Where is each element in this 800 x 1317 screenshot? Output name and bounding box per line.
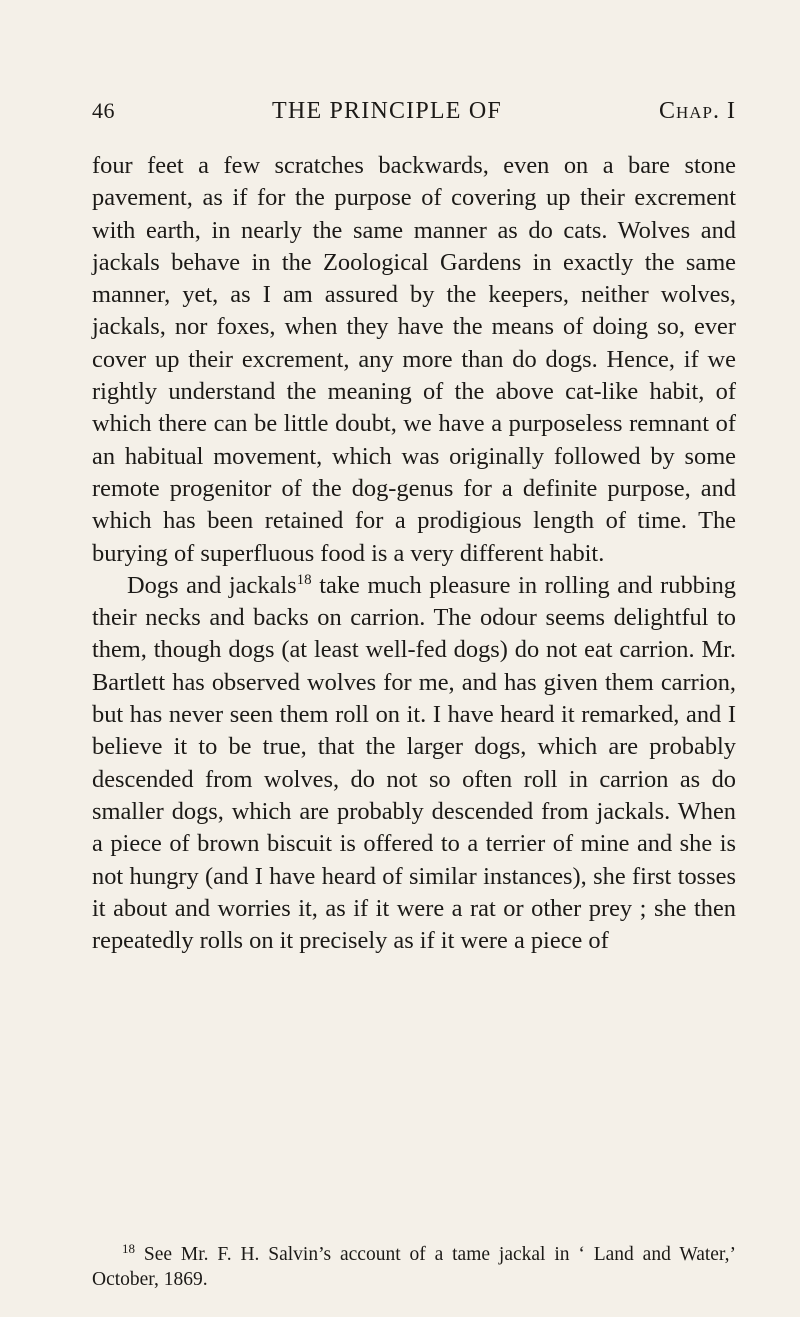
footnote-text: See Mr. F. H. Salvin’s account of a tame jackal in ‘ Land and Water,’ October, 1869. — [92, 1244, 737, 1290]
page-number: 46 — [92, 98, 115, 123]
paragraph-opening: Dogs and jackals — [127, 571, 297, 599]
footnote-number: 18 — [122, 1241, 135, 1256]
book-page — [92, 98, 736, 957]
footnote — [92, 1242, 736, 1292]
body-text — [92, 150, 736, 957]
paragraph-remainder: take much pleasure in rolling and rubbing their necks and backs on carrion. The odour seems delightful to them, though dogs (at least well-fed dogs) do not eat carrion. Mr. Bartlett has observed wolves for me, and has given them carrion, but has never seen them roll on it. I have heard it remarked, and I believe it to be true, that the larger dogs, which are probably descended from wolves, do not so often roll in carrion as do smaller dogs, which are probably descended from jackals. When a piece of brown biscuit is offered to a terrier of mine and she is not hungry (and I have heard of similar instances), she first tosses it about and worries it, as if it were a rat or other prey ; she then repeatedly rolls on it precisely as if it were a piece of — [92, 571, 736, 955]
page-header — [92, 98, 736, 134]
footnotes — [92, 1242, 736, 1292]
running-title: THE PRINCIPLE OF — [272, 98, 502, 124]
paragraph-continued: four feet a few scratches backwards, even on a bare stone pavement, as if for the purpose of covering up their excrement with earth, in nearly the same manner as do cats. Wolves and jackals behave in the Zoological Gardens in exactly the same manner, yet, as I am assured by the keepers, neither wolves, jackals, nor foxes, when they have the means of doing so, ever cover up their excrement, any more than do dogs. Hence, if we rightly understand the meaning of the above cat-like habit, of which there can be little doubt, we have a purposeless remnant of an habitual movement, which was originally followed by some remote progenitor of the dog-genus for a definite purpose, and which has been retained for a prodigious length of time. The burying of superfluous food is a very different habit. — [92, 152, 736, 567]
footnote-reference[interactable]: 18 — [296, 571, 312, 588]
chapter-label: Chap. I — [658, 98, 736, 124]
paragraph-rolling-on-carrion — [92, 570, 736, 958]
